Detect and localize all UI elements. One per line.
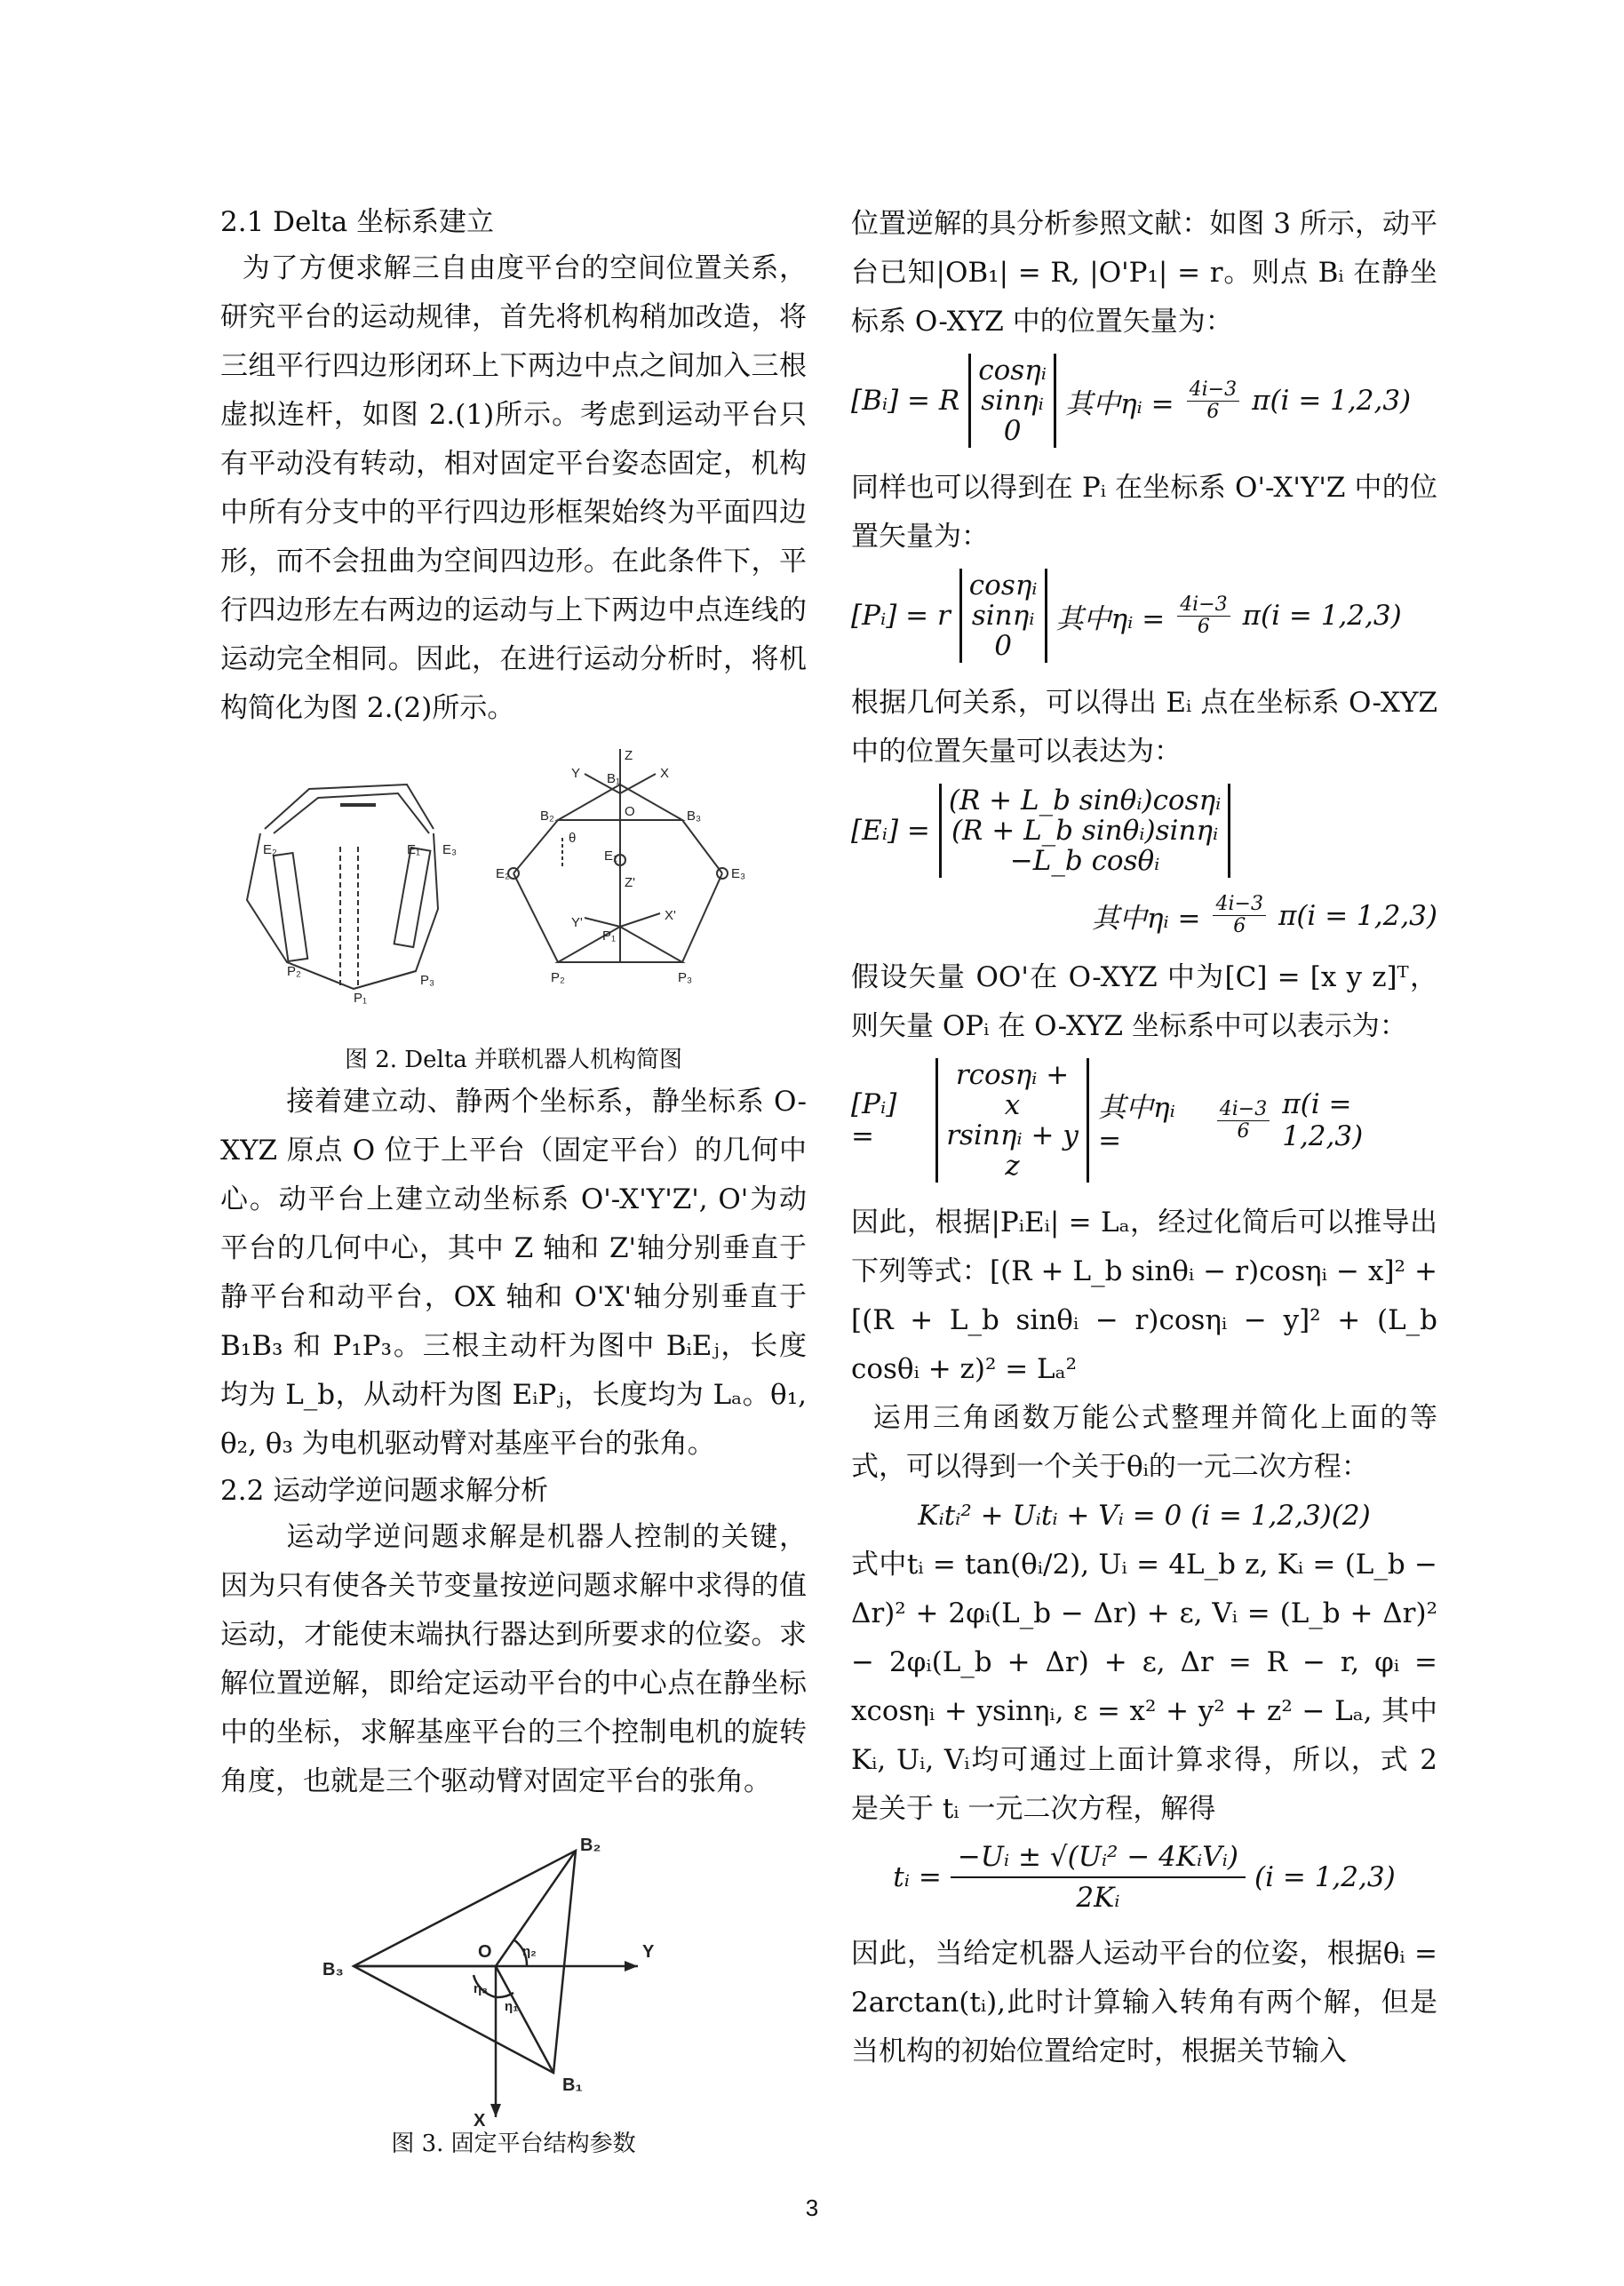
section-heading-2-1: 2.1 Delta 坐标系建立 [220,206,495,238]
eq3-where: 其中ηᵢ = [1091,903,1201,935]
eq1-row-3: 0 [1003,415,1022,447]
paragraph-quadratic-intro: 运用三角函数万能公式整理并简化上面的等式，可以得到一个关于θᵢ的一元二次方程： [851,1402,1437,1483]
eq4-frac-num: 4i−3 [1217,1099,1270,1121]
fig2-label-x: X [660,766,670,781]
eq3-frac-den: 6 [1233,915,1246,937]
eq6-num: −Uᵢ ± √(Uᵢ² − 4KᵢVᵢ) [951,1841,1246,1878]
eq4-row-2: rsinηᵢ + y [946,1119,1079,1151]
eq4-tail: π(i = 1,2,3) [1282,1088,1364,1152]
fig2-sketch-label-e1: E₁ [407,842,421,857]
paragraph-ei-vector: 根据几何关系，可以得出 Eᵢ 点在坐标系 O-XYZ 中的位置矢量可以表达为： [851,687,1437,768]
eq4-where: 其中ηᵢ = [1098,1091,1175,1157]
eq1-row-1: cosηᵢ [978,354,1047,386]
fig2-sketch-label-p2: P₂ [287,964,301,979]
paragraph-inverse-kinematics: 运动学逆问题求解是机器人控制的关键，因为只有使各关节变量按逆问题求解中求得的值运动，才能使末端执行器达到所要求的位姿。求解位置逆解，即给定运动平台的中心点在静坐标中的坐标，求解基座平台的三个控制电机的旋转角度，也就是三个驱动臂对固定平台的张角。 [220,1521,807,1797]
figure-2-caption: 图 2. Delta 并联机器人机构简图 [344,1047,683,1073]
eq2-row-3: 0 [994,630,1013,662]
eq1-row-2: sinηᵢ [981,385,1044,417]
paragraph-coordinate-systems: 接着建立动、静两个坐标系，静坐标系 O-XYZ 原点 O 位于上平台（固定平台）的几何中心。动平台上建立动坐标系 O'-X'Y'Z', O'为动平台的几何中心，其中 Z 轴和 Z'轴分别垂直于静平台和动平台，OX 轴和 O'X'轴分别垂直于 B₁B₃ 和 P₁P₃。三根主动杆为图中 BᵢEⱼ，长度均为 L_b，从动杆为图 EᵢPⱼ，长度均为 Lₐ。θ₁, θ₂, θ₃ 为电机驱动臂对基座平台的张角。 [220,1086,807,1460]
eq6-den: 2Kᵢ [1076,1882,1120,1914]
fig2-label-b2: B₂ [540,808,554,824]
eq4-fraction [1217,1099,1270,1143]
equation-solution [851,1841,1437,1914]
fig2-sketch-label-e3: E₃ [442,842,458,857]
eq3-frac-num: 4i−3 [1213,894,1265,916]
eq3-row-3: −L_b cosθᵢ [1009,845,1160,877]
fig2-label-b1: B₁ [607,771,621,786]
fig2-label-e1: E₁ [604,848,618,864]
eq2-frac-den: 6 [1197,615,1210,638]
eq1-fraction [1187,379,1239,423]
paragraph-oo-vector: 假设矢量 OO'在 O-XYZ 中为[C] = [x y z]ᵀ，则矢量 OPᵢ 在 O-XYZ 坐标系中可以表示为： [851,961,1437,1042]
fig3-label-y: Y [642,1942,655,1962]
figure-3-fixed-platform [220,1833,807,2126]
eq2-matrix [959,569,1047,663]
fig2-label-z: Z [625,749,633,763]
eq3-matrix [939,784,1230,878]
fig2-label-p2: P₂ [551,970,565,985]
fig3-label-eta3: η₃ [474,1981,489,1996]
eq1-frac-den: 6 [1206,400,1220,423]
equation-pi-global [851,1058,1437,1183]
equation-quadratic: Kᵢtᵢ² + Uᵢtᵢ + Vᵢ = 0 (i = 1,2,3)(2) [918,1500,1371,1532]
fig2-label-zprime: Z' [625,875,636,890]
fig2-label-xprime: X' [665,908,676,923]
paragraph-conclusion: 因此，当给定机器人运动平台的位姿，根据θᵢ = 2arctan(tᵢ),此时计算输入转角有两个解，但是当机构的初始位置给定时，根据关节输入 [851,1938,1437,2067]
paragraph-position-analysis: 位置逆解的具分析参照文献：如图 3 所示，动平台已知|OB₁| = R, |O'P₁| = r。则点 Bᵢ 在静坐标系 O-XYZ 中的位置矢量为： [851,208,1437,338]
fig3-label-x: X [474,2111,486,2126]
eq3-tail: π(i = 1,2,3) [1278,899,1437,932]
eq4-frac-den: 6 [1237,1119,1250,1143]
eq2-fraction [1177,594,1230,638]
fig3-label-b3: B₃ [322,1960,344,1979]
eq2-tail: π(i = 1,2,3) [1242,600,1402,632]
fig3-label-b1: B₁ [562,2075,583,2095]
figure-3-caption: 图 3. 固定平台结构参数 [391,2131,636,2157]
eq1-frac-num: 4i−3 [1187,379,1239,402]
section-heading-2-2: 2.2 运动学逆问题求解分析 [220,1475,549,1507]
fig3-label-eta1: η₁ [505,1999,519,2014]
fig2-label-p1: P₁ [602,928,617,944]
eq4-matrix [935,1058,1089,1183]
eq2-row-2: sinηᵢ [971,600,1035,632]
eq3-lhs: [Eᵢ] = [851,815,930,847]
eq4-row-1: rcosηᵢ + x [955,1059,1070,1121]
eq6-tail: (i = 1,2,3) [1254,1861,1396,1893]
paragraph-coefficients: 式中tᵢ = tan(θᵢ/2), Uᵢ = 4L_b z, Kᵢ = (L_b − Δr)² + 2φᵢ(L_b − Δr) + ε, Vᵢ = (L_b + Δr)² − 2φᵢ(L_b + Δr) + ε, Δr = R − r, φᵢ = xcosηᵢ + ysinηᵢ, ε = x² + y² + z² − Lₐ, 其中Kᵢ, Uᵢ, Vᵢ均可通过上面计算求得，所以，式 2 是关于 tᵢ 一元二次方程，解得 [851,1549,1437,1825]
fig2-label-e3: E₃ [731,866,746,881]
fig3-label-b2: B₂ [580,1836,601,1855]
fig2-label-p3: P₃ [678,970,693,985]
fig2-label-theta: θ [569,831,577,846]
right-column [851,200,1437,2076]
eq1-tail: π(i = 1,2,3) [1252,385,1412,417]
fig2-sketch-label-p3: P₃ [420,973,435,988]
fig3-label-eta2: η₂ [522,1944,537,1959]
fig2-label-o: O [625,804,635,819]
fig2-label-e2: E₂ [496,866,510,881]
eq2-lhs: [Pᵢ] = r [851,600,951,632]
fig3-label-o: O [478,1942,492,1962]
paragraph-intro: 为了方便求解三自由度平台的空间位置关系，研究平台的运动规律，首先将机构稍加改造，将三组平行四边形闭环上下两边中点之间加入三根虚拟连杆，如图 2.(1)所示。考虑到运动平台只有平动没有转动，相对固定平台姿态固定，机构中所有分支中的平行四边形框架始终为平面四边形，而不会扭曲为空间四边形。在此条件下，平行四边形左右两边的运动与上下两边中点连线的运动完全相同。因此，在进行运动分析时，将机构简化为图 2.(2)所示。 [220,252,807,724]
eq6-fraction [951,1841,1246,1914]
equation-bi [851,354,1437,448]
equation-ei [851,784,1437,878]
fig2-label-yprime: Y' [571,915,583,930]
left-column [220,200,807,2162]
eq6-lhs: tᵢ = [893,1861,942,1893]
eq2-row-1: cosηᵢ [968,570,1038,601]
paragraph-pi-vector: 同样也可以得到在 Pᵢ 在坐标系 O'-X'Y'Z 中的位置矢量为： [851,472,1437,553]
eq3-row-1: (R + L_b sinθᵢ)cosηᵢ [948,785,1222,816]
equation-pi-local [851,569,1437,663]
paragraph-derived-equation: 因此，根据|PᵢEᵢ| = Lₐ，经过化简后可以推导出下列等式：[(R + L_b sinθᵢ − r)cosηᵢ − x]² + [(R + L_b sinθᵢ − r)cosηᵢ − y]² + (L_b cosθᵢ + z)² = Lₐ² [851,1207,1437,1385]
eq2-frac-num: 4i−3 [1177,594,1230,617]
eq1-matrix [968,354,1056,448]
eq4-lhs: [Pᵢ] = [851,1088,897,1152]
eq1-where: 其中ηᵢ = [1064,387,1174,420]
eq3-row-2: (R + L_b sinθᵢ)sinηᵢ [951,815,1219,847]
eq3-fraction [1213,894,1265,937]
fig2-sketch-label-e2: E₂ [263,842,277,857]
fig2-sketch-label-p1: P₁ [354,991,368,1006]
page-number: 3 [805,2194,819,2221]
eq1-lhs: [Bᵢ] = R [851,385,960,417]
eq2-where: 其中ηᵢ = [1055,602,1166,635]
eq4-row-3: z [1005,1150,1020,1182]
fig2-label-b3: B₃ [687,808,702,824]
equation-ei-where [851,894,1437,937]
fig2-label-y: Y [571,766,581,781]
figure-2-delta-diagram [220,749,807,1042]
